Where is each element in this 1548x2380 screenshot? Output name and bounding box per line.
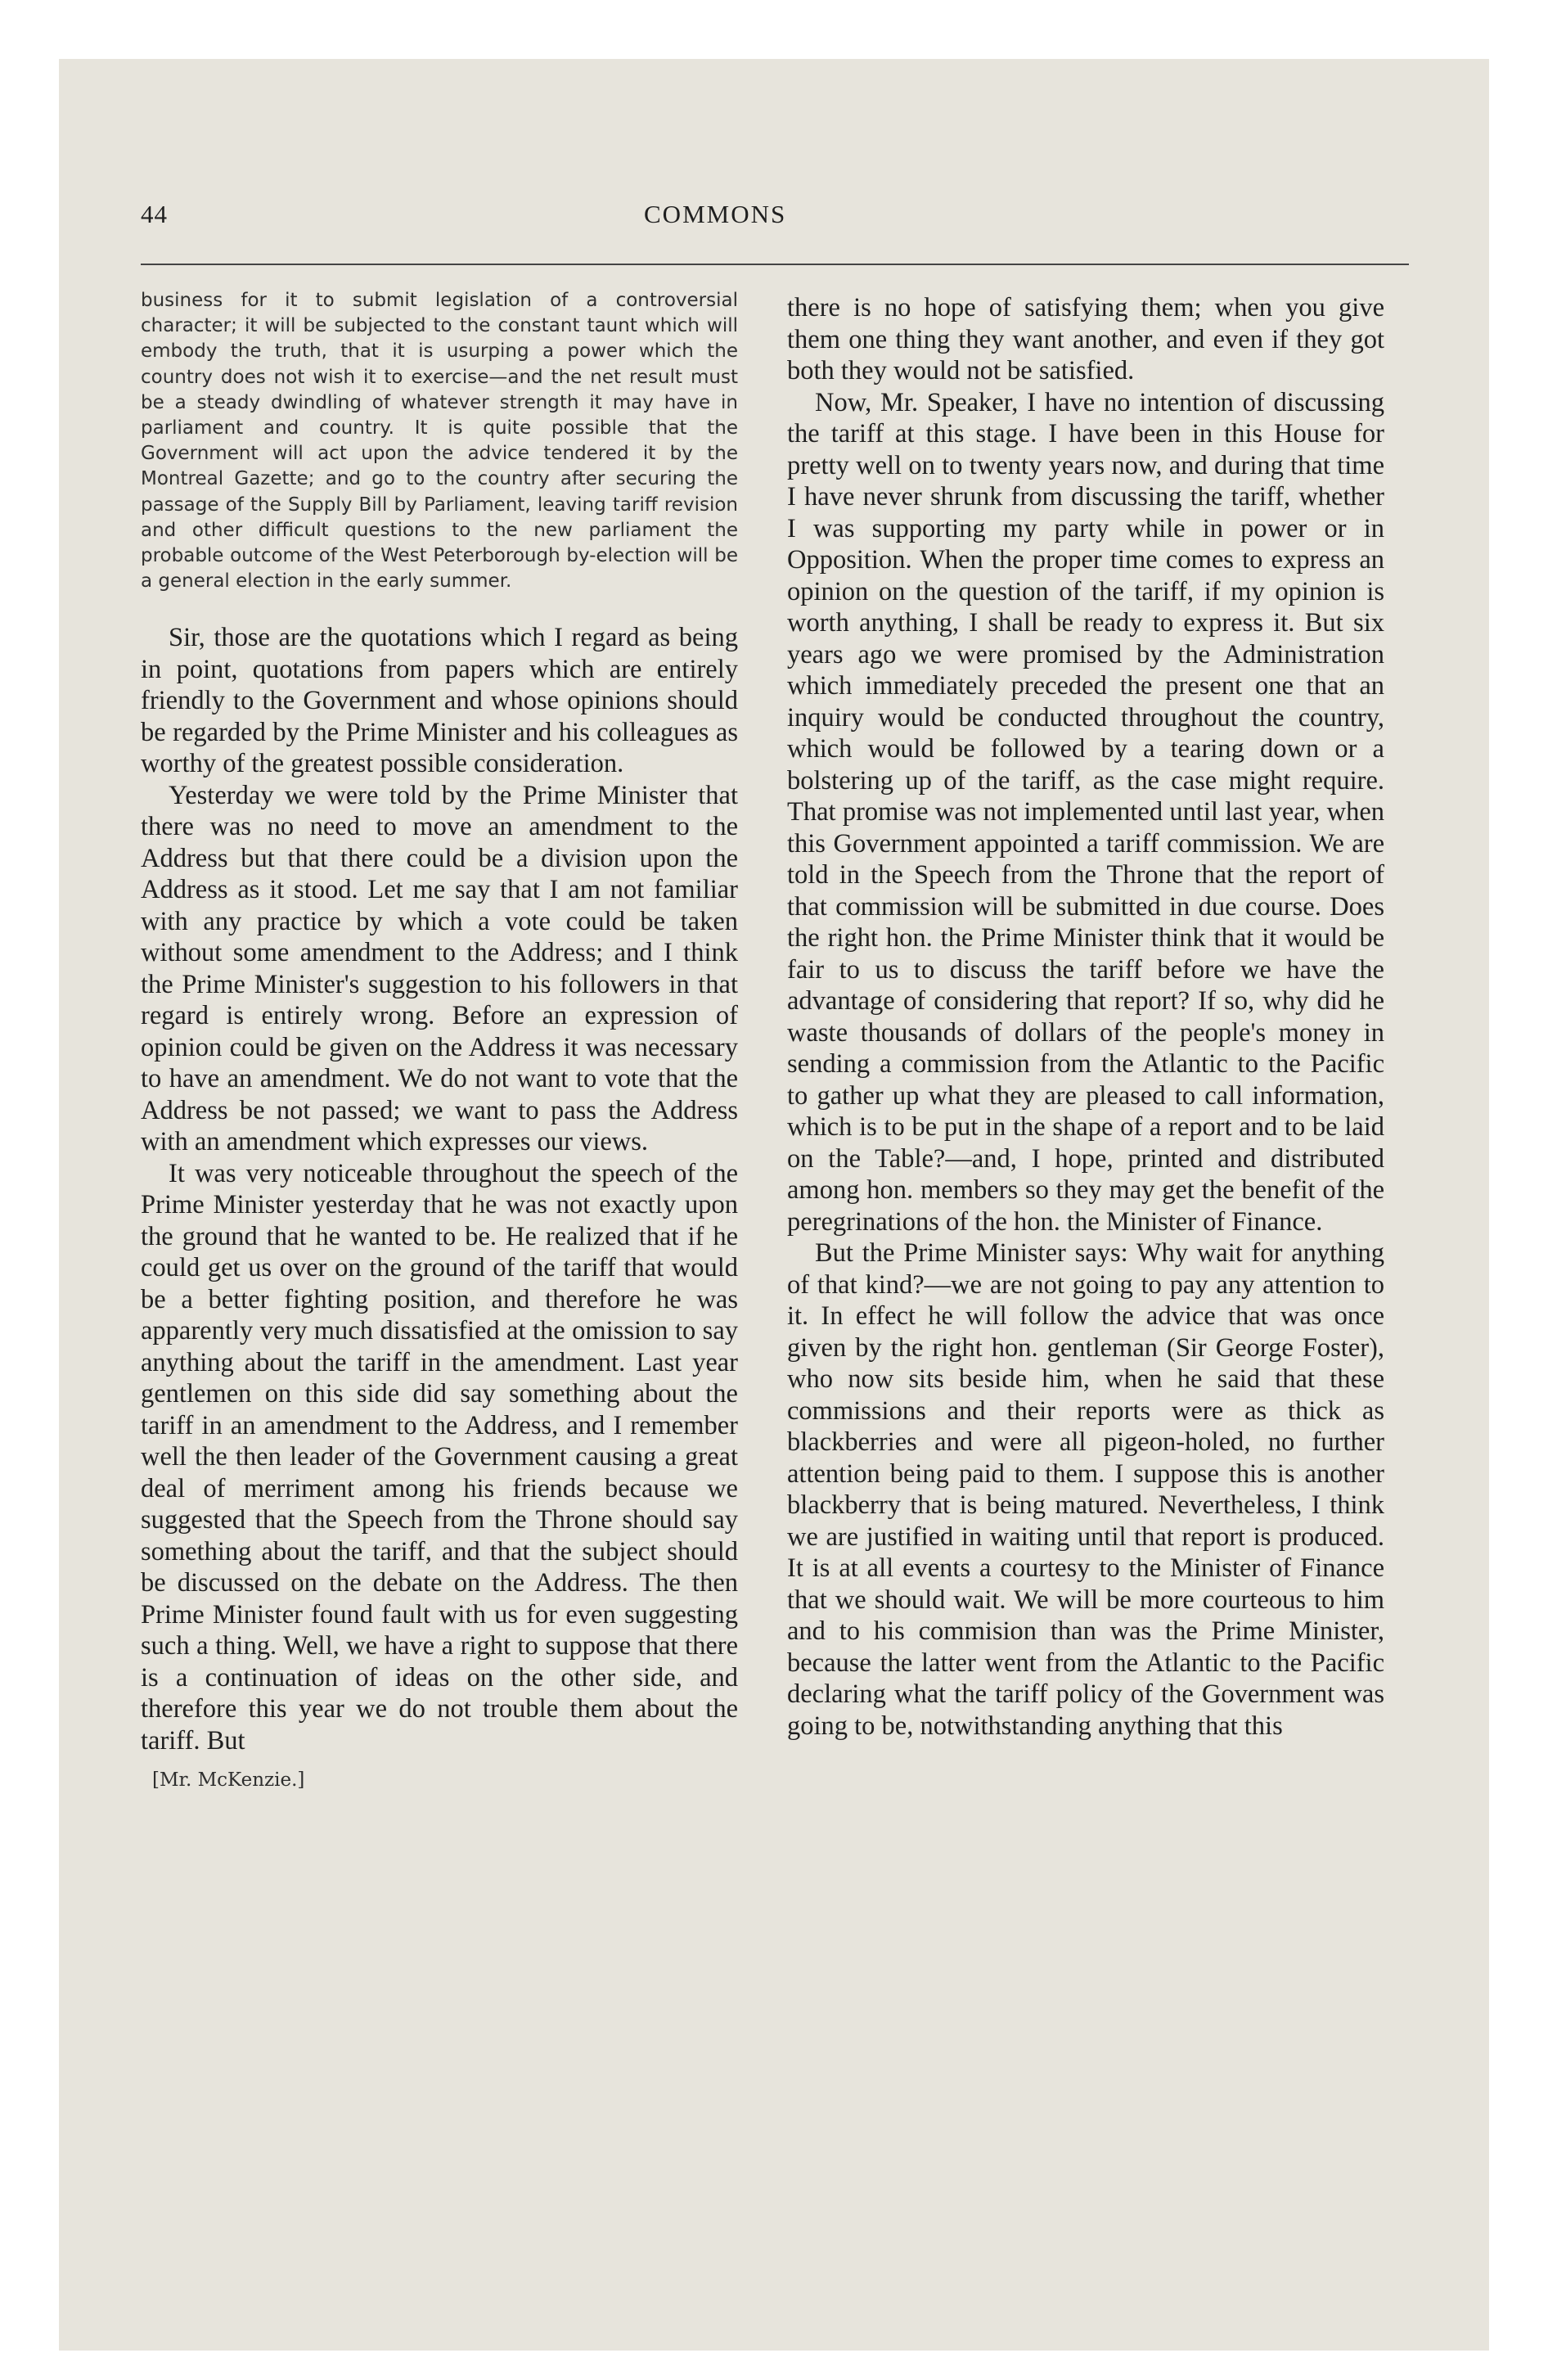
page-number: 44	[141, 200, 168, 228]
right-column	[787, 292, 1384, 1742]
paragraph: Sir, those are the quotations which I regard as being in point, quotations from papers which are entirely friendly to the Government and whose opinions should be regarded by the Prime Minister and his colleagues as worthy of the greatest possible consideration.	[141, 623, 738, 779]
paragraph: Now, Mr. Speaker, I have no intention of discussing the tariff at this stage. I have been in this House for pretty well on to twenty years now, and during that time I have never shrunk from discussing the tariff, whether I was supporting my party while in power or in Opposition. When the proper time comes to express an opinion on the question of the tariff, if my opinion is worth anything, I shall be ready to express it. But six years ago we were promised by the Administration which immediately preceded the present one that an inquiry would be conducted throughout the country, which would be followed by a tearing down or a bolstering up of the tariff, as the case might require. That promise was not implemented until last year, when this Government appointed a tariff commission. We are told in the Speech from the Throne that the report of that commission will be submitted in due course. Does the right hon. the Prime Minister think that it would be fair to us to discuss the tariff before we have the advantage of considering that report? If so, why did he waste thousands of dollars of the people's money in sending a commission from the Atlantic to the Pacific to gather up what they are pleased to call information, which is to be put in the shape of a report and to be laid on the Table?—and, I hope, printed and distributed among hon. members so they may get the benefit of the peregrinations of the hon. the Minister of Finance.	[787, 387, 1384, 1237]
paragraph: there is no hope of satisfying them; when you give them one thing they want another, and even if they got both they would not be satisfied.	[787, 293, 1384, 385]
document-page	[141, 124, 1409, 2285]
paragraph: Yesterday we were told by the Prime Minister that there was no need to move an amendment to the Address but that there could be a division upon the Address as it stood. Let me say that I am not familiar with any practice by which a vote could be taken without some amendment to the Address; and I think the Prime Minister's suggestion to his followers in that regard is entirely wrong. Before an expression of opinion could be given on the Address it was necessary to have an amendment. We do not want to vote that the Address be not passed; we want to pass the Address with an amendment which expresses our views.	[141, 780, 738, 1157]
speaker-tag: [Mr. McKenzie.]	[152, 1769, 305, 1792]
scanned-page-background	[59, 59, 1489, 2351]
left-column	[141, 288, 738, 1791]
paragraph: It was very noticeable throughout the speech of the Prime Minister yesterday that he was not exactly upon the ground that he wanted to be. He realized that if he could get us over on the ground of the tariff that would be a better fighting position, and therefore he was apparently very much dissatisfied at the omission to say anything about the tariff in the amendment. Last year gentlemen on this side did say something about the tariff in an amendment to the Address, and I remember well the then leader of the Government causing a great deal of merriment among his friends because we suggested that the Speech from the Throne should say something about the tariff, and that the subject should be discussed on the debate on the Address. The then Prime Minister found fault with us for even suggesting such a thing. Well, we have a right to suppose that there is a continuation of ideas on the other side, and therefore this year we do not trouble them about the tariff. But	[141, 1158, 738, 1756]
paragraph: But the Prime Minister says: Why wait for anything of that kind?—we are not going to pay any attention to it. In effect he will follow the advice that was once given by the right hon. gentleman (Sir George Foster), who now sits beside him, when he said that these commissions and their reports were as thick as blackberries and were all pigeon-holed, no further attention being paid to them. I suppose this is another blackberry that is being matured. Nevertheless, I think we are justified in waiting until that report is produced. It is at all events a courtesy to the Minister of Finance that we should wait. We will be more courteous to him and to his commision than was the Prime Minister, because the latter went from the Atlantic to the Pacific declaring what the tariff policy of the Government was going to be, notwithstanding anything that this	[787, 1238, 1384, 1741]
page-header	[141, 124, 1409, 228]
running-head: COMMONS	[644, 200, 787, 228]
quoted-passage: business for it to submit legislation of a controversial character; it will be subjected to the constant taunt which will embody the truth, that it is usurping a power which the country does not wish it to exercise—and the net result must be a steady dwindling of whatever strength it may have in parliament and country. It is quite possible that the Government will act upon the advice tendered it by the Montreal Gazette; and go to the country after securing the passage of the Supply Bill by Parliament, leaving tariff revision and other difficult questions to the new parliament the probable outcome of the West Peterborough by-election will be a general election in the early summer.	[141, 290, 738, 593]
header-rule	[141, 264, 1409, 265]
